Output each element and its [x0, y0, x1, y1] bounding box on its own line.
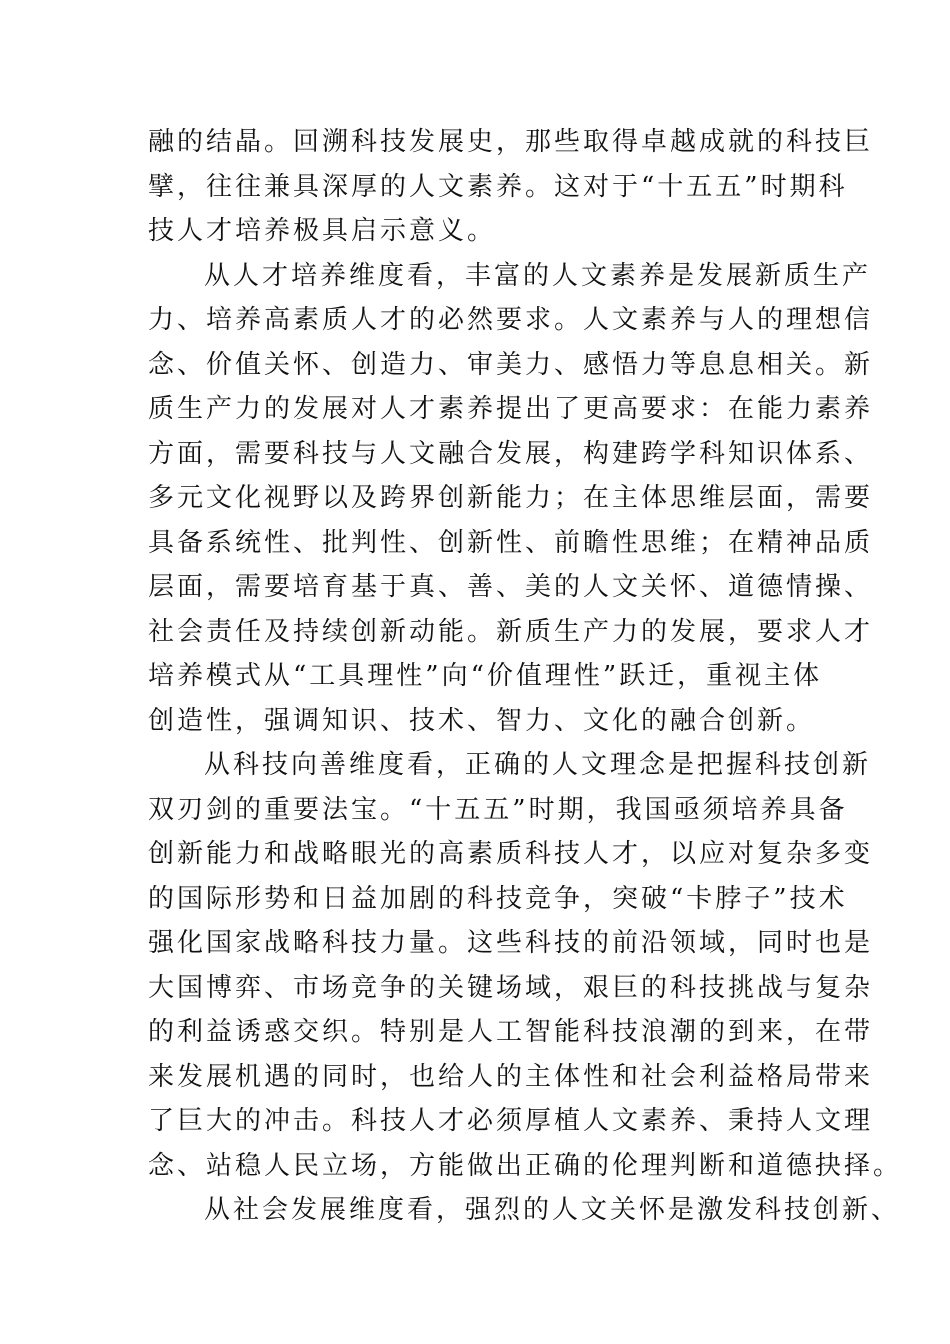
text-line: 具备系统性、批判性、创新性、前瞻性思维；在精神品质 — [148, 527, 874, 558]
text-line: 社会责任及持续创新动能。新质生产力的发展，要求人才 — [148, 616, 874, 647]
text-line: 了巨大的冲击。科技人才必须厚植人文素养、秉持人文理 — [148, 1106, 874, 1136]
body-text — [148, 120, 903, 1233]
text-line: 多元文化视野以及跨界创新能力；在主体思维层面，需要 — [148, 483, 874, 513]
text-line: 擘，往往兼具深厚的人文素养。这对于“十五五”时期科 — [148, 171, 848, 202]
text-line: 融的结晶。回溯科技发展史，那些取得卓越成就的科技巨 — [148, 127, 874, 157]
text-line: 质生产力的发展对人才素养提出了更高要求：在能力素养 — [148, 394, 874, 424]
text-line: 力、培养高素质人才的必然要求。人文素养与人的理想信 — [148, 305, 874, 335]
text-line: 大国博弈、市场竞争的关键场域，艰巨的科技挑战与复杂 — [148, 972, 874, 1003]
text-line: 念、价值关怀、创造力、审美力、感悟力等息息相关。新 — [148, 349, 874, 380]
text-line: 技人才培养极具启示意义。 — [148, 216, 497, 246]
paragraph-start-line: 从社会发展维度看，强烈的人文关怀是激发科技创新、 — [204, 1195, 901, 1225]
text-line: 层面，需要培育基于真、善、美的人文关怀、道德情操、 — [148, 572, 874, 602]
text-line: 的国际形势和日益加剧的科技竞争，突破“卡脖子”技术 — [148, 883, 848, 914]
text-line: 双刃剑的重要法宝。“十五五”时期，我国亟须培养具备 — [148, 794, 848, 825]
text-line: 方面，需要科技与人文融合发展，构建跨学科知识体系、 — [148, 438, 874, 469]
paragraph-start-line: 从科技向善维度看，正确的人文理念是把握科技创新 — [204, 750, 872, 780]
paragraph-start-line: 从人才培养维度看，丰富的人文素养是发展新质生产 — [204, 260, 872, 291]
text-line: 强化国家战略科技力量。这些科技的前沿领域，同时也是 — [148, 928, 874, 958]
text-line: 的利益诱惑交织。特别是人工智能科技浪潮的到来，在带 — [148, 1017, 874, 1047]
text-line: 念、站稳人民立场，方能做出正确的伦理判断和道德抉择。 — [148, 1150, 903, 1181]
text-line: 培养模式从“工具理性”向“价值理性”跃迁，重视主体 — [148, 661, 823, 691]
text-line: 来发展机遇的同时，也给人的主体性和社会利益格局带来 — [148, 1061, 874, 1092]
text-line: 创新能力和战略眼光的高素质科技人才，以应对复杂多变 — [148, 839, 874, 869]
text-line: 创造性，强调知识、技术、智力、文化的融合创新。 — [148, 705, 816, 736]
